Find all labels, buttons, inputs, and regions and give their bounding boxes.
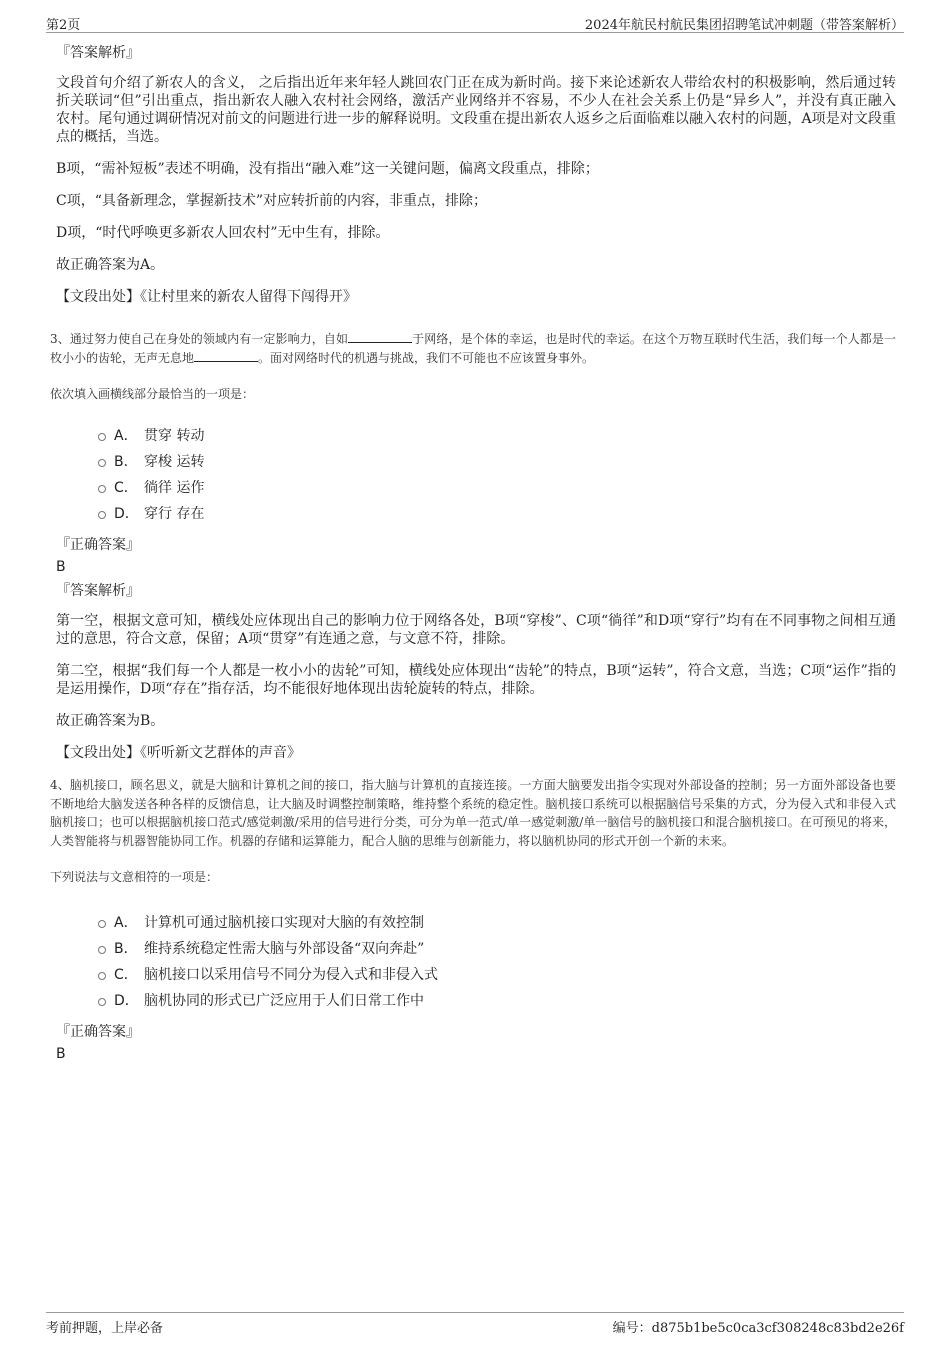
analysis-paragraph: B项，“需补短板”表述不明确，没有指出“融入难”这一关键问题，偏离文段重点，排除；	[56, 161, 599, 177]
option-d[interactable]: D． 穿行 存在	[98, 500, 896, 526]
correct-answer-label: 『正确答案』	[56, 1024, 140, 1040]
analysis-paragraph: 文段首句介绍了新农人的含义， 之后指出近年来年轻人跳回农门正在成为新时尚。接下来论述新农人带给农村的积极影响，然后通过转折关联词“但”引出重点，指出新农人融入农村社会网络，激活产业网络并不容易，不少人在社会关系上仍是“异乡人”，并没有真正融入农村。尾句通过调研情况对前文的问题进行进一步的解释说明。文段重在提出新农人返乡之后面临难以融入农村的问题，A项是对文段重点的概括，当选。	[56, 75, 896, 145]
correct-answer: B	[56, 559, 66, 575]
option-a[interactable]: A． 贯穿 转动	[98, 422, 896, 448]
page-header	[46, 10, 904, 33]
analysis-paragraph: C项，“具备新理念，掌握新技术”对应转折前的内容，非重点，排除；	[56, 193, 488, 209]
radio-icon[interactable]	[98, 998, 106, 1006]
option-b[interactable]: B． 穿梭 运转	[98, 448, 896, 474]
radio-icon[interactable]	[98, 946, 106, 954]
question-3-text: 3、通过努力使自己在身处的领域内有一定影响力，自如 于网络，是个体的幸运，也是时代的幸运。在这个万物互联时代生活，我们每一个人都是一枚小小的齿轮，无声无息地 。面对网络时代的机遇与挑战，我们不可能也不应该置身事外。	[50, 332, 896, 365]
radio-icon[interactable]	[98, 972, 106, 980]
radio-icon[interactable]	[98, 459, 106, 467]
radio-icon[interactable]	[98, 511, 106, 519]
option-c[interactable]: C． 脑机接口以采用信号不同分为侵入式和非侵入式	[98, 961, 896, 987]
question-4-prompt: 下列说法与文意相符的一项是：	[50, 870, 219, 884]
page-footer	[46, 1312, 904, 1335]
page-content	[50, 44, 896, 1069]
correct-answer-label: 『正确答案』	[56, 537, 140, 553]
radio-icon[interactable]	[98, 920, 106, 928]
radio-icon[interactable]	[98, 433, 106, 441]
question-3-options	[98, 422, 896, 526]
analysis-paragraph: 第二空，根据“我们每一个人都是一枚小小的齿轮”可知，横线处应体现出“齿轮”的特点，B项“运转”，符合文意，当选；C项“运作”指的是运用操作，D项“存在”指存活，均不能很好地体现出齿轮旋转的特点，排除。	[56, 663, 896, 697]
question-4-text: 4、脑机接口，顾名思义，就是大脑和计算机之间的接口，指大脑与计算机的直接连接。一方面大脑要发出指令实现对外部设备的控制；另一方面外部设备也要不断地给大脑发送各种各样的反馈信息，让大脑及时调整控制策略，维持整个系统的稳定性。脑机接口系统可以根据脑信号采集的方式，分为侵入式和非侵入式脑机接口；也可以根据脑机接口范式/感觉刺激/采用的信号进行分类，可分为单一范式/单一感觉刺激/单一脑信号的脑机接口和混合脑机接口。在可预见的将来，人类智能将与机器智能协同工作。机器的存储和运算能力，配合人脑的思维与创新能力，将以脑机协同的形式开创一个新的未来。	[50, 778, 896, 848]
source-citation: 【文段出处】《让村里来的新农人留得下闯得开》	[56, 289, 357, 305]
analysis-paragraph: 故正确答案为A。	[56, 257, 165, 273]
option-b[interactable]: B． 维持系统稳定性需大脑与外部设备“双向奔赴”	[98, 935, 896, 961]
document-title: 2024年航民村航民集团招聘笔试冲刺题（带答案解析）	[584, 18, 904, 33]
page-number: 第2页	[46, 18, 81, 33]
option-a[interactable]: A． 计算机可通过脑机接口实现对大脑的有效控制	[98, 909, 896, 935]
blank-2	[194, 349, 258, 362]
analysis-paragraph: 第一空，根据文意可知，横线处应体现出自己的影响力位于网络各处，B项“穿梭”、C项“徜徉”和D项“穿行”均有在不同事物之间相互通过的意思，符合文意，保留；A项“贯穿”有连通之意，与文意不符，排除。	[56, 613, 896, 647]
footer-slogan: 考前押题，上岸必备	[46, 1321, 164, 1336]
question-4-options	[98, 909, 896, 1013]
analysis-paragraph: D项，“时代呼唤更多新农人回农村”无中生有，排除。	[56, 225, 390, 241]
analysis-label: 『答案解析』	[56, 45, 140, 61]
option-d[interactable]: D． 脑机协同的形式已广泛应用于人们日常工作中	[98, 987, 896, 1013]
document-id: 编号：d875b1be5c0ca3cf308248c83bd2e26f	[612, 1321, 904, 1336]
analysis-label: 『答案解析』	[56, 583, 140, 599]
source-citation: 【文段出处】《听听新文艺群体的声音》	[56, 745, 301, 761]
blank-1	[348, 330, 412, 343]
question-3-prompt: 依次填入画横线部分最恰当的一项是：	[50, 387, 255, 401]
analysis-paragraph: 故正确答案为B。	[56, 713, 165, 729]
option-c[interactable]: C． 徜徉 运作	[98, 474, 896, 500]
radio-icon[interactable]	[98, 485, 106, 493]
correct-answer: B	[56, 1046, 66, 1062]
